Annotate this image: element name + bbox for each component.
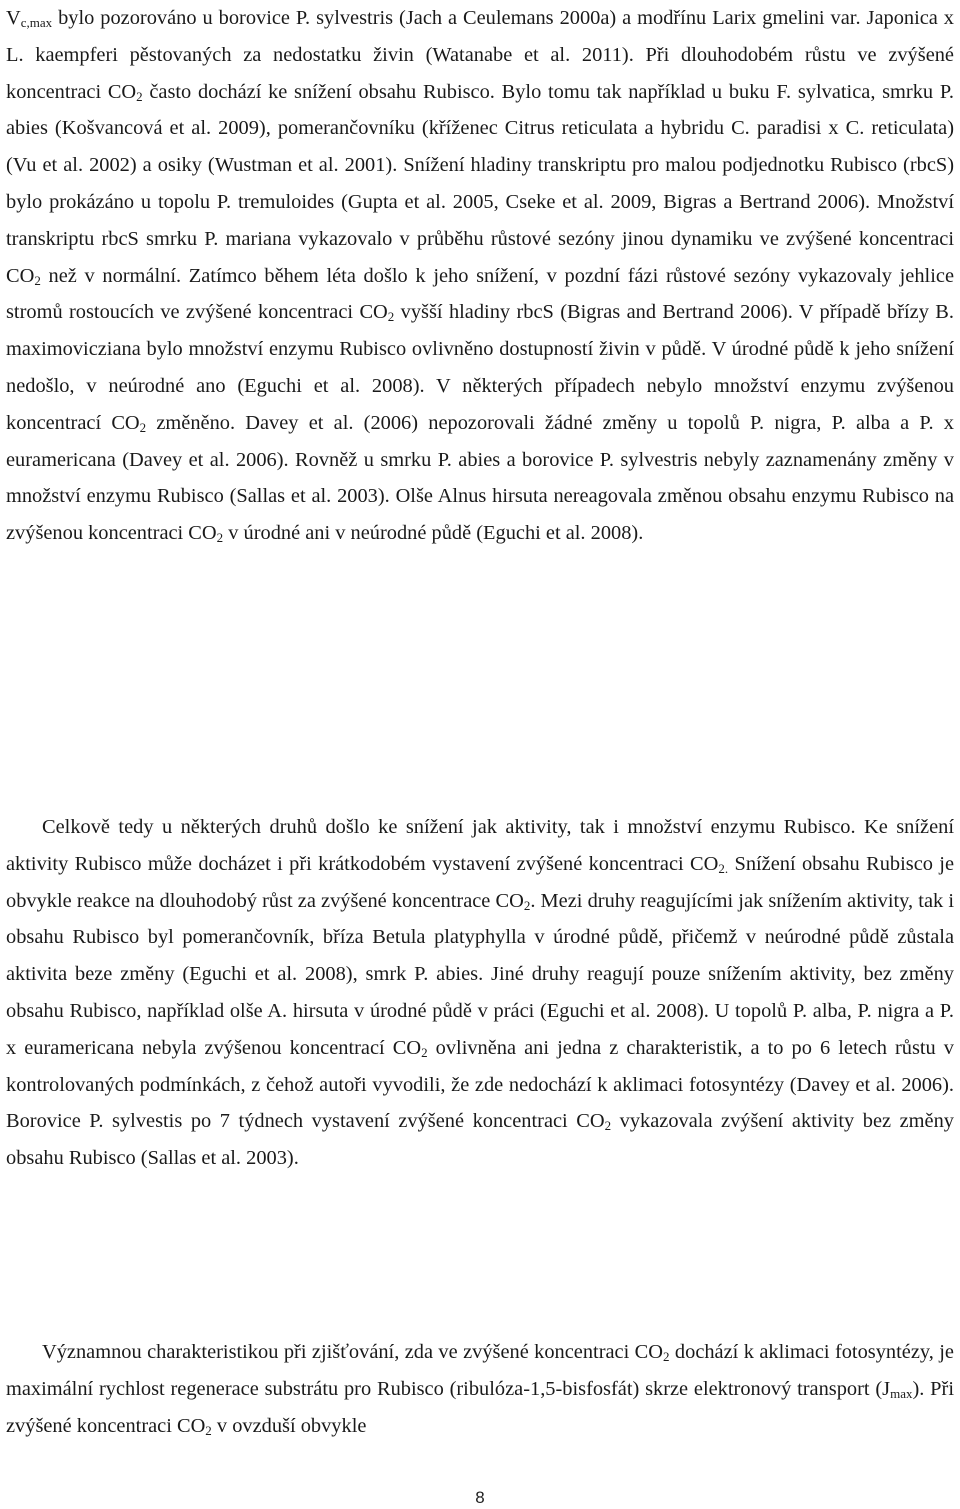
text-run: dochází k aklimaci fotosyntézy, je maximální rychlost regenerace substrátu pro Rubisco (ribulóza-1,5-bisfosfát) skrze elektronový transport (J <box>6 1341 954 1400</box>
subscript: max <box>890 1385 913 1401</box>
text-run: v úrodné ani v neúrodné půdě (Eguchi et al. 2008). <box>223 522 644 545</box>
text-run: vyšší hladiny rbcS (Bigras and Bertrand 2006). V případě břízy B. maximovicziana bylo množství enzymu Rubisco ovlivněno dostupností živin v půdě. V úrodné půdě k jeho snížení nedošlo, v neúrodné ano (Eguchi et al. 2008). V některých případech nebylo množství enzymu zvýšenou koncentrací CO <box>6 301 954 434</box>
text-run: ovlivněna ani jedna z charakteristik, a to po 6 letech růstu v kontrolovaných podmínkách, z čehož autoři vyvodili, že zde nedochází k aklimaci fotosyntézy (Davey et al. 2006). Borovice P. sylvestis po 7 týdnech vystavení zvýšené koncentraci CO <box>6 1036 954 1133</box>
page-number: 8 <box>475 1488 485 1507</box>
subscript: 2 <box>34 272 41 288</box>
subscript: 2. <box>718 860 729 876</box>
subscript: 2 <box>205 1422 212 1438</box>
text-run: ). Při zvýšené koncentraci CO <box>6 1377 954 1437</box>
text-run: Celkově tedy u některých druhů došlo ke snížení jak aktivity, tak i množství enzymu Rubisco. Ke snížení aktivity Rubisco může docházet i při krátkodobém vystavení zvýšené koncentraci CO <box>6 816 954 875</box>
subscript: 2 <box>136 88 143 104</box>
subscript: 2 <box>523 897 531 913</box>
text-run: Významnou charakteristikou při zjišťování, zda ve zvýšené koncentraci CO <box>42 1341 664 1363</box>
subscript: 2 <box>216 530 224 546</box>
text-run: Snížení obsahu Rubisco je obvykle reakce na dlouhodobý růst za zvýšené koncentrace CO <box>6 852 954 912</box>
text-run: často dochází ke snížení obsahu Rubisco. Bylo tomu tak například u buku F. sylvatica, smrku P. abies (Košvancová et al. 2009), pomerančovníku (kříženec Citrus reticulata a hybridu C. paradisi x C. reticulata) (Vu et al. 2002) a osiky (Wustman et al. 2001). Snížení hladiny transkriptu pro malou podjednotku Rubisco (rbcS) bylo prokázáno u topolu P. tremuloides (Gupta et al. 2005, Cseke et al. 2009, Bigras a Bertrand 2006). Množství transkriptu rbcS smrku P. mariana vykazovalo v průběhu růstové sezóny jinou dynamiku ve zvýšené koncentraci CO <box>6 80 954 287</box>
text-run: v ovzduší obvykle <box>211 1414 367 1437</box>
subscript: 2 <box>139 419 147 435</box>
paragraph-jmax <box>6 1334 954 1444</box>
subscript: c,max <box>20 15 53 30</box>
text-run: bylo pozorováno u borovice P. sylvestris (Jach a Ceulemans 2000a) a modřínu Larix gmelini var. Japonica x L. kaempferi pěstovaných za nedostatku živin (Watanabe et al. 2011). Při dlouhodobém růstu ve zvýšené koncentraci CO <box>6 7 954 103</box>
subscript: 2 <box>663 1349 670 1364</box>
text-run: změněno. Davey et al. (2006) nepozorovali žádné změny u topolů P. nigra, P. alba a P. x euramericana (Davey et al. 2006). Rovněž u smrku P. abies a borovice P. sylvestris nebyly zaznamenány změny v množství enzymu Rubisco (Sallas et al. 2003). Olše Alnus hirsuta nereagovala změnou obsahu enzymu Rubisco na zvýšenou koncentraci CO <box>6 411 955 545</box>
text-run: V <box>6 7 21 29</box>
paragraph-rubisco-summary <box>6 809 954 1177</box>
text-run: vykazovala zvýšení aktivity bez změny obsahu Rubisco (Sallas et al. 2003). <box>6 1110 954 1170</box>
paragraph-rubisco-content <box>6 0 954 552</box>
subscript: 2 <box>604 1118 612 1134</box>
text-run: . Mezi druhy reagujícími jak snížením aktivity, tak i obsahu Rubisco byl pomerančovník, bříza Betula platyphylla v úrodné půdě, přičemž v neúrodné půdě zůstala aktivita beze změny (Eguchi et al. 2008), smrk P. abies. Jiné druhy reagují pouze snížením aktivity, bez změny obsahu Rubisco, například olše A. hirsuta v úrodné půdě v práci (Eguchi et al. 2008). U topolů P. alba, P. nigra a P. x euramericana nebyla zvýšenou koncentrací CO <box>6 889 954 1059</box>
subscript: 2 <box>387 309 395 325</box>
subscript: 2 <box>421 1044 428 1060</box>
text-run: než v normální. Zatímco během léta došlo k jeho snížení, v pozdní fázi růstové sezóny vykazovaly jehlice stromů rostoucích ve zvýšené koncentraci CO <box>6 264 954 324</box>
